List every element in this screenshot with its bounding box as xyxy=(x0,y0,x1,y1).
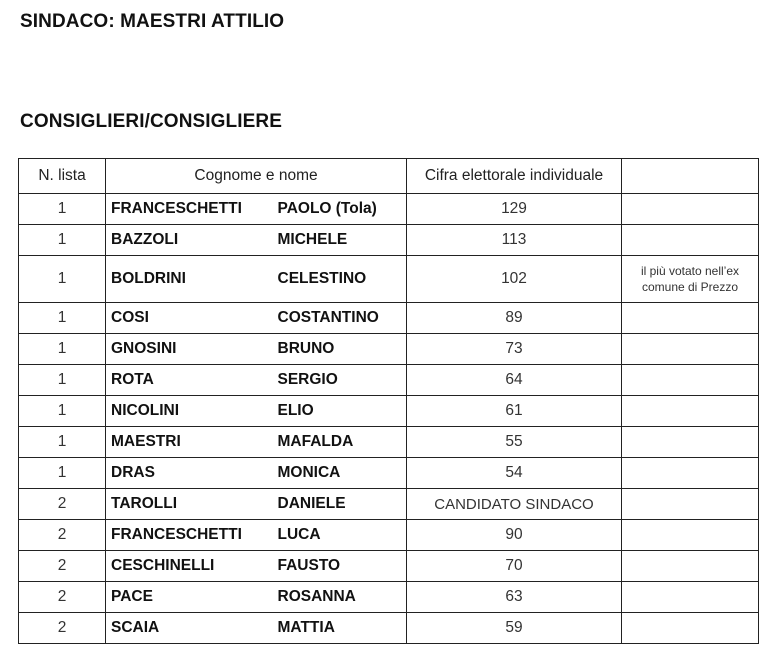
table-row xyxy=(19,365,759,396)
list-number-cell: 1 xyxy=(19,458,106,489)
list-number-cell: 1 xyxy=(19,396,106,427)
surname-cell: FRANCESCHETTI xyxy=(106,520,278,551)
list-number-cell: 2 xyxy=(19,520,106,551)
list-number-cell: 1 xyxy=(19,303,106,334)
column-header-name: Cognome e nome xyxy=(106,159,407,194)
note-cell xyxy=(622,458,759,489)
table-row xyxy=(19,489,759,520)
column-header-votes: Cifra elettorale individuale xyxy=(407,159,622,194)
councillors-table xyxy=(18,158,759,644)
note-cell xyxy=(622,303,759,334)
column-header-lista: N. lista xyxy=(19,159,106,194)
first-name-cell: ELIO xyxy=(278,396,407,427)
list-number-cell: 1 xyxy=(19,256,106,303)
votes-cell: 64 xyxy=(407,365,622,396)
list-number-cell: 2 xyxy=(19,551,106,582)
note-cell xyxy=(622,551,759,582)
first-name-cell: ROSANNA xyxy=(278,582,407,613)
note-cell xyxy=(622,334,759,365)
table-row xyxy=(19,303,759,334)
list-number-cell: 1 xyxy=(19,334,106,365)
surname-cell: NICOLINI xyxy=(106,396,278,427)
table-row xyxy=(19,427,759,458)
first-name-cell: FAUSTO xyxy=(278,551,407,582)
first-name-cell: MATTIA xyxy=(278,613,407,644)
surname-cell: COSI xyxy=(106,303,278,334)
table-row xyxy=(19,551,759,582)
list-number-cell: 1 xyxy=(19,194,106,225)
surname-cell: BOLDRINI xyxy=(106,256,278,303)
table-row xyxy=(19,256,759,303)
surname-cell: TAROLLI xyxy=(106,489,278,520)
surname-cell: PACE xyxy=(106,582,278,613)
votes-cell: 102 xyxy=(407,256,622,303)
votes-cell: 113 xyxy=(407,225,622,256)
note-cell xyxy=(622,225,759,256)
note-cell xyxy=(622,427,759,458)
note-cell xyxy=(622,520,759,551)
list-number-cell: 2 xyxy=(19,582,106,613)
mayor-heading: SINDACO: MAESTRI ATTILIO xyxy=(20,11,285,32)
votes-cell: CANDIDATO SINDACO xyxy=(407,489,622,520)
table-row xyxy=(19,520,759,551)
votes-cell: 89 xyxy=(407,303,622,334)
first-name-cell: CELESTINO xyxy=(278,256,407,303)
surname-cell: BAZZOLI xyxy=(106,225,278,256)
note-cell xyxy=(622,396,759,427)
votes-cell: 70 xyxy=(407,551,622,582)
list-number-cell: 1 xyxy=(19,427,106,458)
list-number-cell: 1 xyxy=(19,365,106,396)
surname-cell: GNOSINI xyxy=(106,334,278,365)
list-number-cell: 2 xyxy=(19,613,106,644)
table-row xyxy=(19,225,759,256)
first-name-cell: PAOLO (Tola) xyxy=(278,194,407,225)
table-row xyxy=(19,194,759,225)
votes-cell: 59 xyxy=(407,613,622,644)
first-name-cell: MONICA xyxy=(278,458,407,489)
votes-cell: 61 xyxy=(407,396,622,427)
surname-cell: SCAIA xyxy=(106,613,278,644)
first-name-cell: DANIELE xyxy=(278,489,407,520)
surname-cell: DRAS xyxy=(106,458,278,489)
surname-cell: CESCHINELLI xyxy=(106,551,278,582)
first-name-cell: MAFALDA xyxy=(278,427,407,458)
votes-cell: 63 xyxy=(407,582,622,613)
first-name-cell: COSTANTINO xyxy=(278,303,407,334)
votes-cell: 129 xyxy=(407,194,622,225)
votes-cell: 54 xyxy=(407,458,622,489)
table-row xyxy=(19,582,759,613)
first-name-cell: MICHELE xyxy=(278,225,407,256)
note-cell xyxy=(622,194,759,225)
first-name-cell: LUCA xyxy=(278,520,407,551)
note-cell xyxy=(622,365,759,396)
surname-cell: ROTA xyxy=(106,365,278,396)
table-row xyxy=(19,458,759,489)
note-cell xyxy=(622,582,759,613)
table-row xyxy=(19,613,759,644)
table-row xyxy=(19,334,759,365)
note-cell: il più votato nell’ex comune di Prezzo xyxy=(622,256,759,303)
column-header-notes xyxy=(622,159,759,194)
table-row xyxy=(19,396,759,427)
votes-cell: 73 xyxy=(407,334,622,365)
votes-cell: 55 xyxy=(407,427,622,458)
list-number-cell: 2 xyxy=(19,489,106,520)
votes-cell: 90 xyxy=(407,520,622,551)
note-cell xyxy=(622,489,759,520)
note-cell xyxy=(622,613,759,644)
first-name-cell: SERGIO xyxy=(278,365,407,396)
table-header-row xyxy=(19,159,759,194)
list-number-cell: 1 xyxy=(19,225,106,256)
councillors-heading: CONSIGLIERI/CONSIGLIERE xyxy=(20,111,282,132)
surname-cell: MAESTRI xyxy=(106,427,278,458)
first-name-cell: BRUNO xyxy=(278,334,407,365)
surname-cell: FRANCESCHETTI xyxy=(106,194,278,225)
